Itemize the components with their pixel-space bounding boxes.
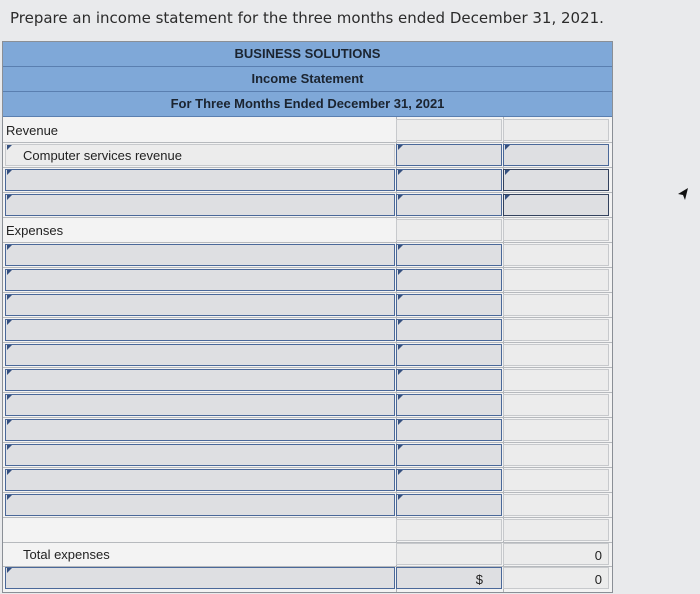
input-marker-icon bbox=[398, 420, 403, 425]
expense-total-cell bbox=[503, 494, 609, 516]
statement-title: Income Statement bbox=[3, 67, 612, 92]
expense-row bbox=[3, 468, 612, 493]
expense-row bbox=[3, 418, 612, 443]
expense-account-input[interactable] bbox=[5, 469, 395, 491]
expense-row bbox=[3, 268, 612, 293]
expense-total-cell bbox=[503, 344, 609, 366]
input-marker-icon bbox=[398, 245, 403, 250]
input-marker-icon bbox=[7, 245, 12, 250]
total-expenses-label: Total expenses bbox=[23, 547, 110, 562]
income-statement-sheet bbox=[2, 41, 613, 593]
net-income-label-input[interactable] bbox=[5, 567, 395, 589]
expense-amount-input[interactable] bbox=[396, 444, 502, 466]
expense-amount-input[interactable] bbox=[396, 419, 502, 441]
input-marker-icon bbox=[398, 320, 403, 325]
input-marker-icon bbox=[7, 370, 12, 375]
revenue-amount-input[interactable] bbox=[396, 194, 502, 216]
spacer-cell bbox=[396, 519, 502, 541]
expense-amount-input[interactable] bbox=[396, 394, 502, 416]
expense-row bbox=[3, 493, 612, 518]
expenses-total-cell bbox=[503, 219, 609, 241]
input-marker-icon bbox=[7, 270, 12, 275]
input-marker-icon bbox=[398, 195, 403, 200]
input-marker-icon bbox=[398, 345, 403, 350]
expense-account-input[interactable] bbox=[5, 269, 395, 291]
revenue-total-input[interactable] bbox=[503, 194, 609, 216]
expense-account-input[interactable] bbox=[5, 294, 395, 316]
expense-account-input[interactable] bbox=[5, 444, 395, 466]
input-marker-icon bbox=[398, 470, 403, 475]
expense-total-cell bbox=[503, 319, 609, 341]
revenue-row bbox=[3, 168, 612, 193]
net-income-value: 0 bbox=[594, 572, 602, 587]
expense-total-cell bbox=[503, 269, 609, 291]
revenue-total-input[interactable] bbox=[503, 169, 609, 191]
input-marker-icon bbox=[7, 295, 12, 300]
expenses-amount-cell bbox=[396, 219, 502, 241]
total-expenses-value: 0 bbox=[594, 548, 602, 563]
input-marker-icon bbox=[398, 370, 403, 375]
net-income-amount-input[interactable] bbox=[396, 567, 502, 589]
expense-account-input[interactable] bbox=[5, 494, 395, 516]
expense-account-input[interactable] bbox=[5, 244, 395, 266]
expense-amount-input[interactable] bbox=[396, 244, 502, 266]
expense-amount-input[interactable] bbox=[396, 294, 502, 316]
expense-account-input[interactable] bbox=[5, 394, 395, 416]
input-marker-icon bbox=[505, 195, 510, 200]
expense-row bbox=[3, 243, 612, 268]
total-expenses-row bbox=[3, 542, 612, 567]
expense-amount-input[interactable] bbox=[396, 494, 502, 516]
expense-total-cell bbox=[503, 394, 609, 416]
revenue-total-input[interactable] bbox=[503, 144, 609, 166]
expense-total-cell bbox=[503, 419, 609, 441]
input-marker-icon bbox=[7, 195, 12, 200]
spacer-cell bbox=[503, 519, 609, 541]
expense-row bbox=[3, 318, 612, 343]
input-marker-icon bbox=[7, 470, 12, 475]
revenue-label: Revenue bbox=[6, 123, 59, 138]
expense-amount-input[interactable] bbox=[396, 269, 502, 291]
input-marker-icon bbox=[7, 445, 12, 450]
input-marker-icon bbox=[398, 295, 403, 300]
revenue-amount-cell bbox=[396, 119, 502, 141]
input-marker-icon bbox=[398, 445, 403, 450]
revenue-header-row bbox=[3, 118, 612, 143]
expense-total-cell bbox=[503, 294, 609, 316]
input-marker-icon bbox=[7, 495, 12, 500]
total-expenses-value-cell bbox=[503, 543, 609, 565]
revenue-total-cell bbox=[503, 119, 609, 141]
expense-amount-input[interactable] bbox=[396, 319, 502, 341]
expense-row bbox=[3, 343, 612, 368]
revenue-account-input[interactable] bbox=[5, 194, 395, 216]
expense-amount-input[interactable] bbox=[396, 469, 502, 491]
input-marker-icon bbox=[7, 568, 12, 573]
input-marker-icon bbox=[7, 145, 12, 150]
expense-account-input[interactable] bbox=[5, 369, 395, 391]
input-marker-icon bbox=[7, 420, 12, 425]
revenue-row bbox=[3, 193, 612, 218]
expense-amount-input[interactable] bbox=[396, 344, 502, 366]
expense-total-cell bbox=[503, 369, 609, 391]
input-marker-icon bbox=[398, 145, 403, 150]
expense-account-input[interactable] bbox=[5, 419, 395, 441]
expense-row bbox=[3, 393, 612, 418]
mouse-cursor-icon bbox=[676, 186, 690, 204]
total-expenses-amount-cell bbox=[396, 543, 502, 565]
expense-account-input[interactable] bbox=[5, 319, 395, 341]
currency-symbol: $ bbox=[475, 572, 483, 587]
input-marker-icon bbox=[7, 170, 12, 175]
input-marker-icon bbox=[7, 345, 12, 350]
expenses-label: Expenses bbox=[6, 223, 64, 238]
spacer-row bbox=[3, 518, 612, 543]
expense-total-cell bbox=[503, 469, 609, 491]
input-marker-icon bbox=[7, 320, 12, 325]
revenue-row bbox=[3, 143, 612, 168]
statement-period: For Three Months Ended December 31, 2021 bbox=[3, 92, 612, 117]
input-marker-icon bbox=[505, 170, 510, 175]
expense-row bbox=[3, 293, 612, 318]
expense-total-cell bbox=[503, 244, 609, 266]
input-marker-icon bbox=[398, 170, 403, 175]
question-prompt: Prepare an income statement for the three months ended December 31, 2021. bbox=[10, 9, 604, 27]
input-marker-icon bbox=[7, 395, 12, 400]
revenue-account-input[interactable] bbox=[5, 169, 395, 191]
revenue-item-label: Computer services revenue bbox=[23, 148, 182, 163]
expense-account-input[interactable] bbox=[5, 344, 395, 366]
company-name: BUSINESS SOLUTIONS bbox=[3, 42, 612, 67]
input-marker-icon bbox=[398, 495, 403, 500]
expenses-header-row bbox=[3, 218, 612, 243]
net-income-value-cell bbox=[503, 567, 609, 589]
expense-amount-input[interactable] bbox=[396, 369, 502, 391]
expense-row bbox=[3, 368, 612, 393]
revenue-amount-input[interactable] bbox=[396, 169, 502, 191]
revenue-amount-input[interactable] bbox=[396, 144, 502, 166]
expense-total-cell bbox=[503, 444, 609, 466]
input-marker-icon bbox=[505, 145, 510, 150]
net-income-row bbox=[3, 566, 612, 590]
input-marker-icon bbox=[398, 270, 403, 275]
expense-row bbox=[3, 443, 612, 468]
input-marker-icon bbox=[398, 395, 403, 400]
